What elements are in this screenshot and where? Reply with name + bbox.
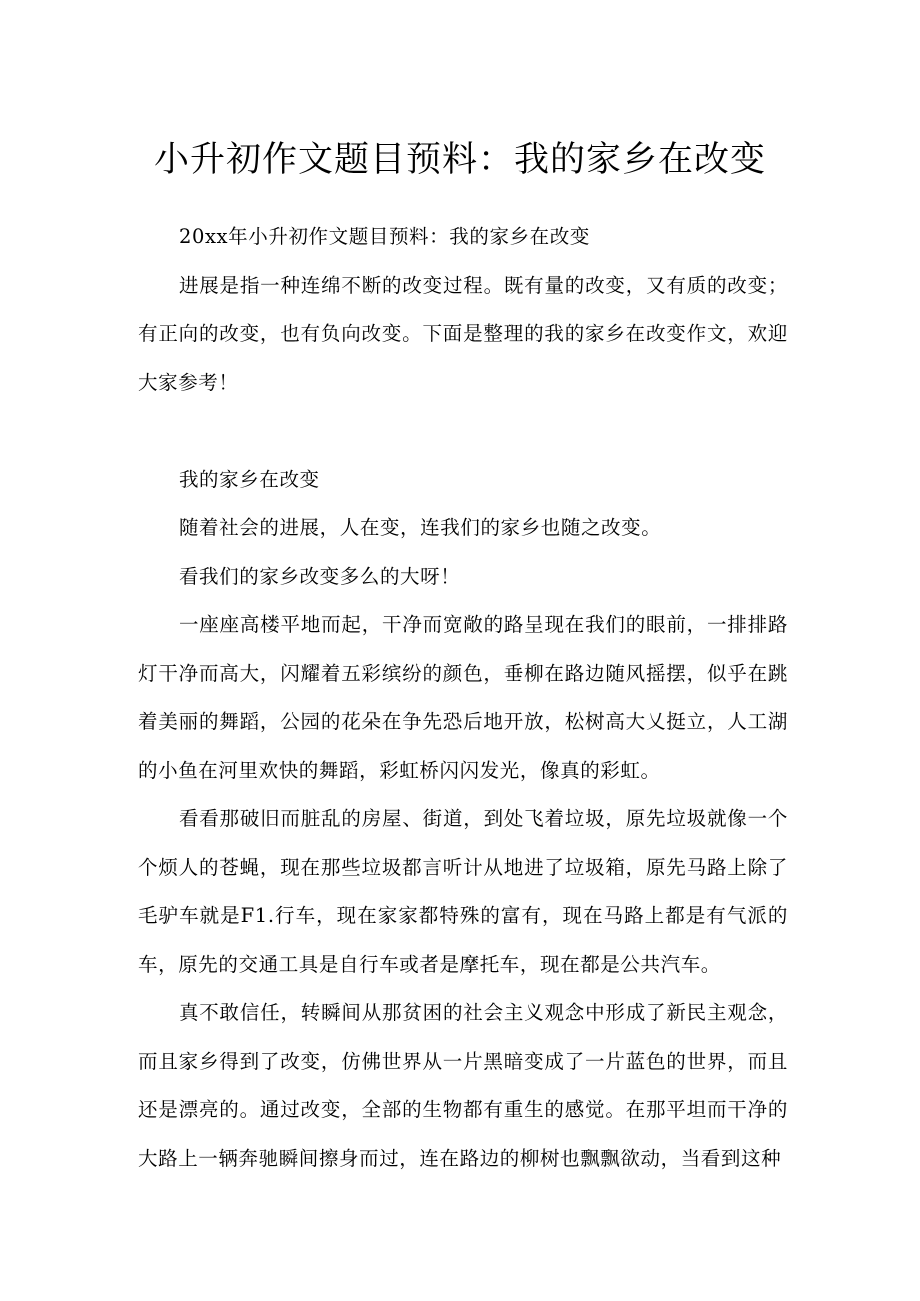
essay-paragraph: 一座座高楼平地而起，干净而宽敞的路呈现在我们的眼前，一排排路灯干净而高大，闪耀着五彩缤纷的颜色，垂柳在路边随风摇摆，似乎在跳着美丽的舞蹈，公园的花朵在争先恐后地开放，松树高大乂挺立，人工湖的小鱼在河里欢快的舞蹈，彩虹桥闪闪发光，像真的彩虹。 (138, 613, 788, 782)
document-body (138, 213, 788, 1183)
blank-line (138, 407, 788, 456)
intro-paragraph: 进展是指一种连绵不断的改变过程。既有量的改变，又有质的改变；有正向的改变，也有负向改变。下面是整理的我的家乡在改变作文，欢迎大家参考！ (138, 273, 788, 394)
essay-paragraph: 随着社会的进展，人在变，连我们的家乡也随之改变。 (178, 516, 662, 539)
essay-title-paragraph: 我的家乡在改变 (178, 467, 320, 491)
essay-paragraph: 真不敢信任，转瞬间从那贫困的社会主义观念中形成了新民主观念，而且家乡得到了改变，仿佛世界从一片黑暗变成了一片蓝色的世界，而且还是漂亮的。通过改变，全部的生物都有重生的感觉。在那平坦而干净的大路上一辆奔驰瞬间擦身而过，连在路边的柳树也飘飘欲动，当看到这种 (138, 1001, 788, 1170)
essay-paragraph: 看我们的家乡改变多么的大呀！ (178, 564, 461, 588)
subtitle-paragraph: 20xx年小升初作文题目预料：我的家乡在改变 (178, 225, 590, 248)
essay-paragraph: 看看那破旧而脏乱的房屋、街道，到处飞着垃圾，原先垃圾就像一个个烦人的苍蝇，现在那些垃圾都言听计从地进了垃圾箱，原先马路上除了毛驴车就是F1.行车，现在家家都特殊的富有，现在马路上都是有气派的车，原先的交通工具是自行车或者是摩托车，现在都是公共汽车。 (138, 807, 788, 976)
document-title: 小升初作文题目预料：我的家乡在改变 (153, 140, 766, 180)
